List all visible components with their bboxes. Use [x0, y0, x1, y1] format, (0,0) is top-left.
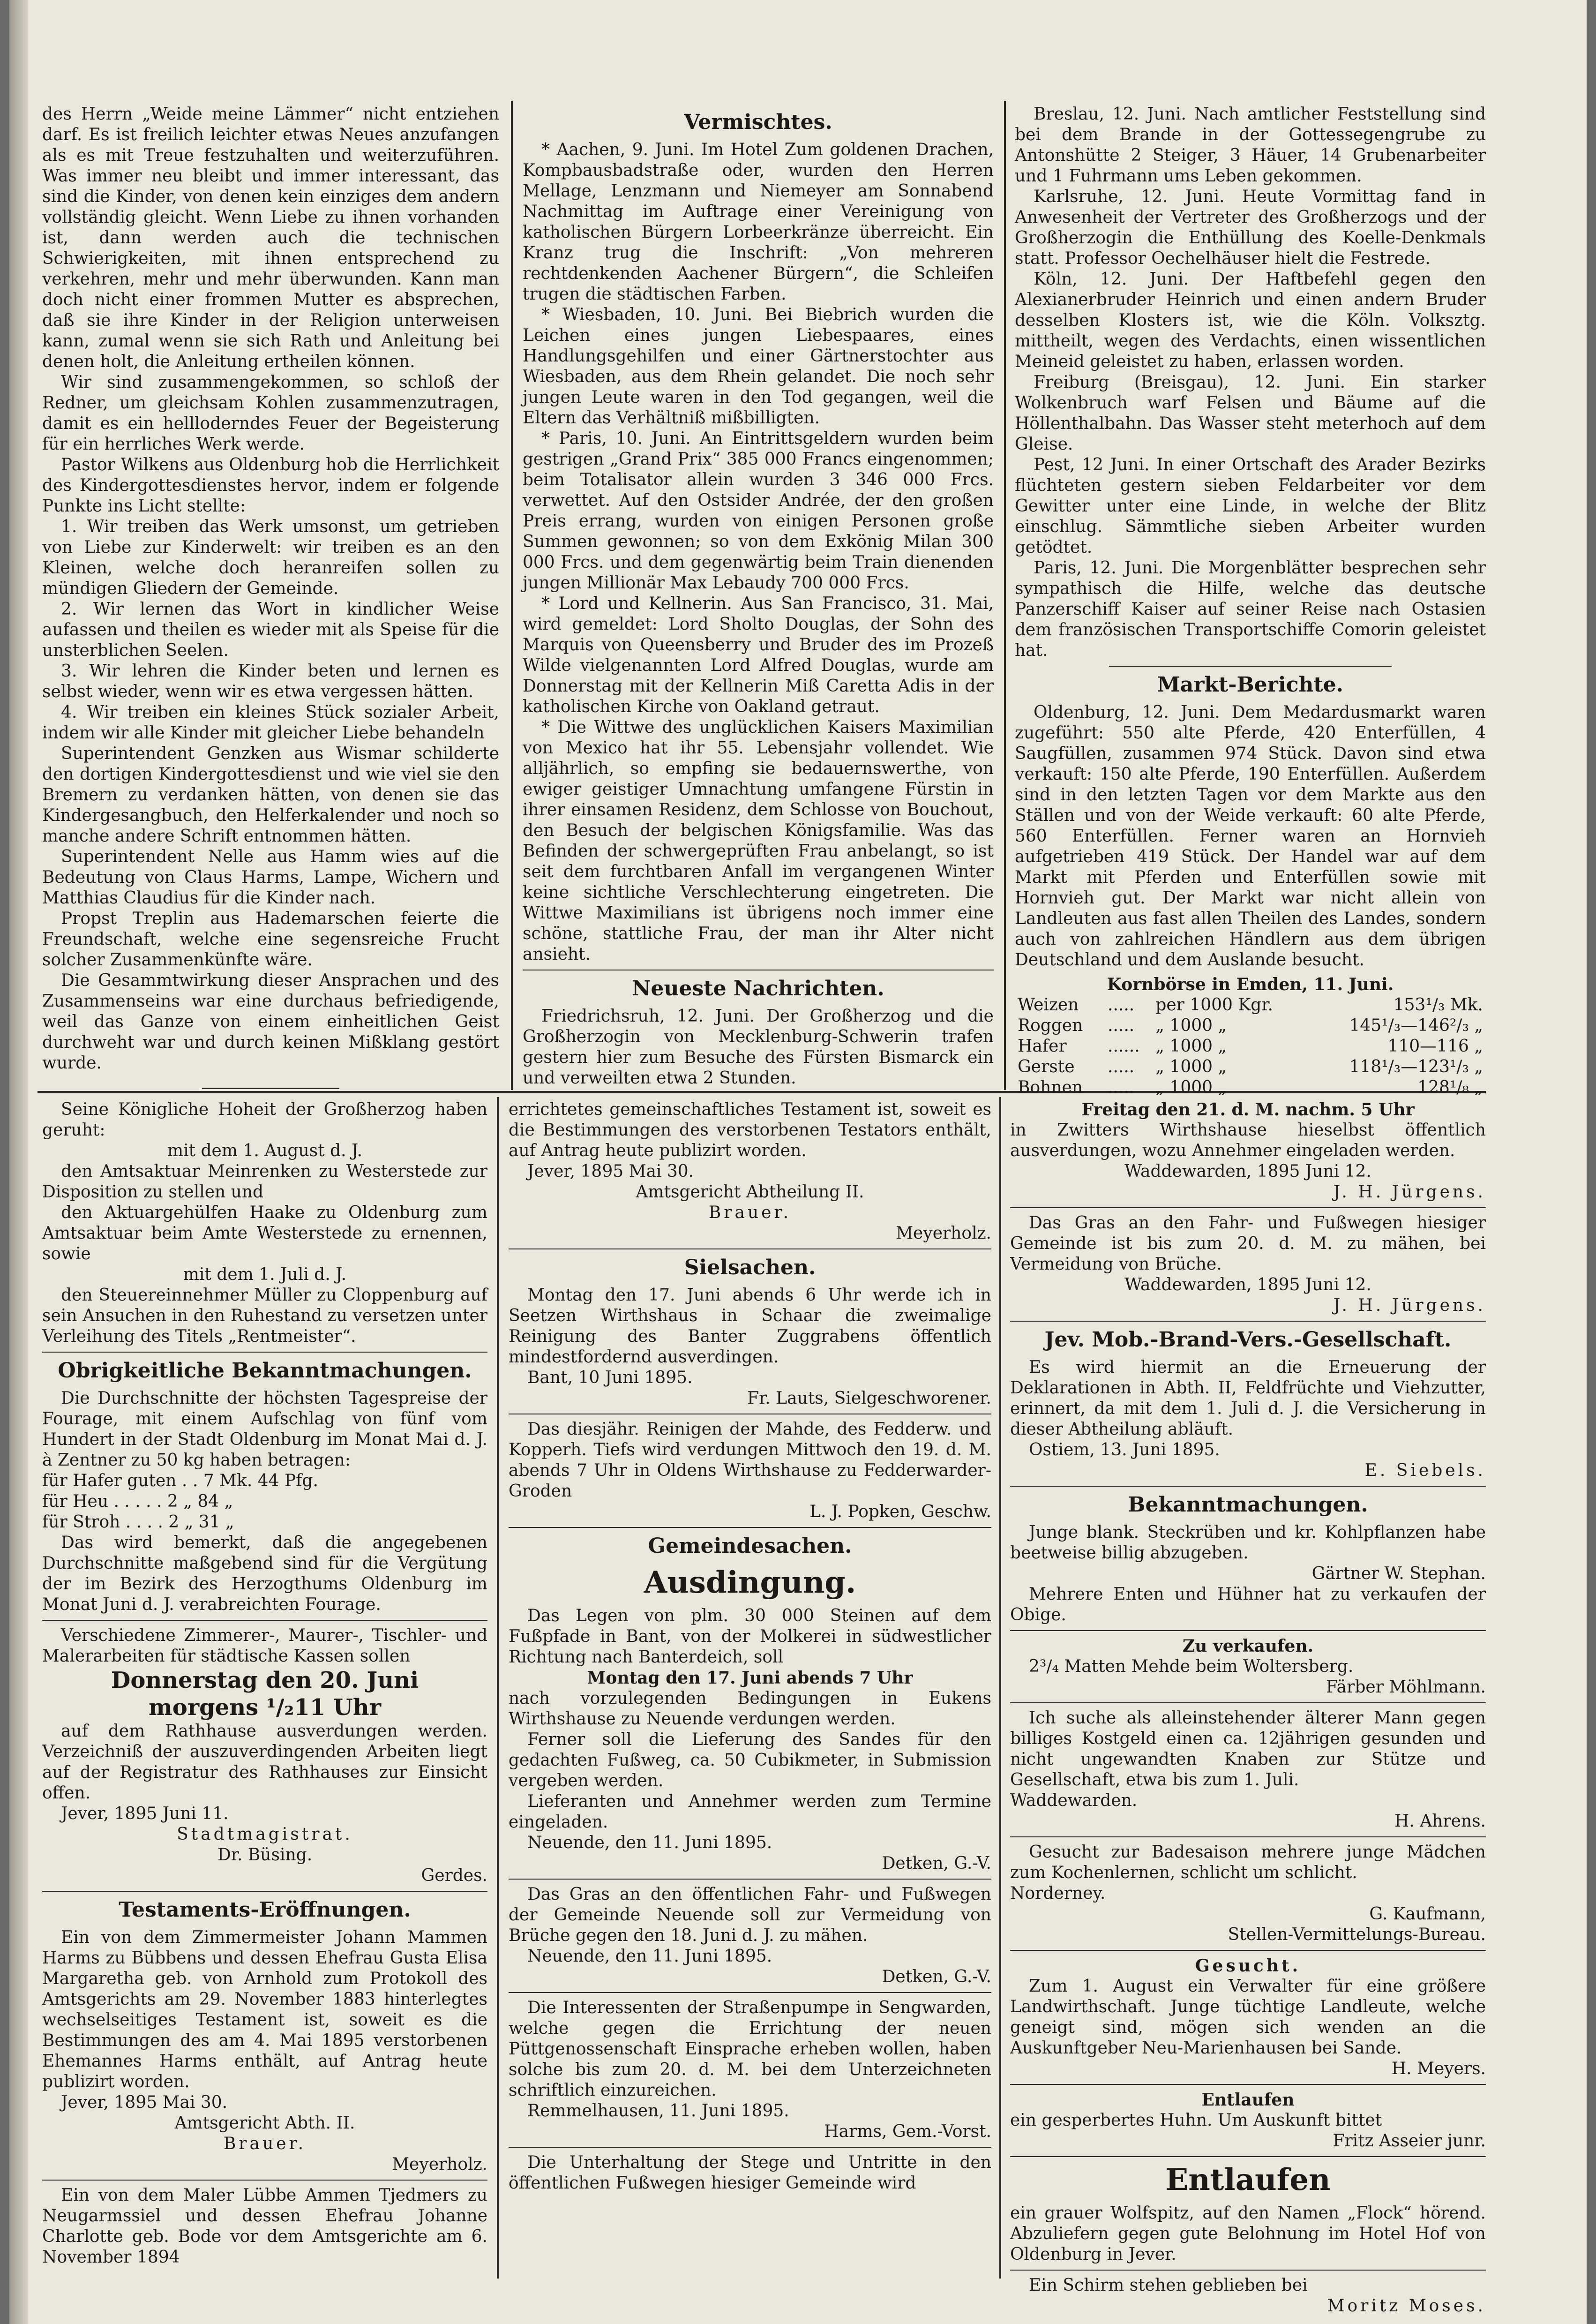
- section-heading: Bekanntmachungen.: [1128, 1493, 1368, 1517]
- divider: [42, 1891, 487, 1892]
- article-column-2: [523, 104, 994, 1088]
- price-line: für Hafer guten . . 7 Mk. 44 Pfg.: [42, 1471, 318, 1490]
- ausdingung-title: Ausdingung.: [644, 1565, 856, 1600]
- signature: Brauer.: [708, 1203, 792, 1222]
- grain-price-row: [1015, 995, 1486, 1015]
- notice-text: Ein von dem Zimmermeister Johann Mammen Harms zu Bübbens und dessen Ehefrau Gusta Elisa Margaretha geb. von Arnhold zum Protokoll des Amtsgerichts am 29. November 1883 hinterlegtes wechselseitiges Testament ist, soweit es die Bestimmungen des am 4. Mai 1895 verstorbenen Ehemannes Harms enthält, auf Antrag heute publizirt worden.: [42, 1928, 487, 2091]
- signature: Gärtner W. Stephan.: [1311, 1564, 1486, 1583]
- article-paragraph: Propst Treplin aus Hademarschen feierte die Freundschaft, welche eine segensreiche Frucht solcher Zusammenkünfte wäre.: [42, 909, 499, 970]
- grain-name-cell: Bohnen: [1018, 1078, 1083, 1097]
- divider: [1010, 1950, 1486, 1951]
- notice-text: Mehrere Enten und Hühner hat zu verkaufen der Obige.: [1010, 1585, 1486, 1625]
- grain-per-cell: per 1000 Kgr.: [1155, 995, 1274, 1015]
- divider: [509, 1527, 991, 1528]
- signature: Detken, G.-V.: [882, 1854, 991, 1873]
- signature: Stellen-Vermittelungs-Bureau.: [1228, 1925, 1486, 1944]
- grain-price-row: [1015, 1077, 1486, 1098]
- divider: [1010, 1486, 1486, 1487]
- notice-text: Es wird hiermit an die Erneuerung der Deklarationen in Abth. II, Feldfrüchte und Viehzutter, erinnert, da mit dem 1. Juli d. J. die Versicherung in dieser Abtheilung abläuft.: [1010, 1358, 1486, 1439]
- notice-text: Die Interessenten der Straßenpumpe in Sengwarden, welche gegen die Errichtung der neuen Püttgenossenschaft Einsprache erheben wollen, haben solche bis zum 20. d. M. bei dem Unterzeichneten schriftlich einzureichen.: [509, 1998, 991, 2100]
- notice-text: Lieferanten und Annehmer werden zum Termine eingeladen.: [509, 1792, 991, 1832]
- grain-per-cell: „ 1000 „: [1155, 1057, 1227, 1076]
- page-edge: [9, 0, 28, 2324]
- notice-text: in Zwitters Wirthshause hieselbst öffentlich ausverdungen, wozu Annehmer eingeladen werden.: [1010, 1121, 1486, 1160]
- list-item: 3. Wir lehren die Kinder beten und lernen es selbst wieder, wenn wir es etwa vergessen hätten.: [42, 662, 499, 701]
- time-heading: morgens ¹/₂11 Uhr: [149, 1694, 381, 1721]
- article-paragraph: Wir sind zusammengekommen, so schloß der Redner, um gleichsam Kohlen zusammenzutragen, damit es ein hellloderndes Feuer der Begeisterung für ein herrliches Werk werde.: [42, 373, 499, 454]
- divider: [42, 1352, 487, 1353]
- divider: [1010, 2270, 1486, 2271]
- section-heading: Testaments-Eröffnungen.: [119, 1898, 411, 1922]
- divider: [1010, 1207, 1486, 1208]
- signature: Färber Möhlmann.: [1326, 1677, 1486, 1697]
- divider: [1010, 1321, 1486, 1322]
- divider: [1010, 2156, 1486, 2157]
- divider: [1010, 1630, 1486, 1631]
- news-item: Köln, 12. Juni. Der Haftbefehl gegen den Alexianerbruder Heinrich und einen andern Bruder desselben Klosters ist, wie die Köln. Volksztg. mittheilt, wegen des Verdachts, einen wissentlichen Meineid geleistet zu haben, erlassen worden.: [1015, 270, 1486, 371]
- grain-name-cell: Roggen: [1018, 1016, 1083, 1035]
- divider: [509, 1879, 991, 1880]
- newspaper-page: [9, 0, 1587, 2324]
- grain-heading: Kornbörse in Emden, 11. Juni.: [1107, 975, 1394, 994]
- date-heading: Donnerstag den 20. Juni: [111, 1667, 419, 1693]
- signature: G. Kaufmann,: [1369, 1904, 1486, 1924]
- grain-name-cell: Weizen: [1018, 995, 1079, 1015]
- date-line: Neuende, den 11. Juni 1895.: [527, 1947, 772, 1966]
- signature: Meyerholz.: [896, 1224, 991, 1243]
- signature: Harms, Gem.-Vorst.: [824, 2122, 991, 2141]
- divider: [1010, 1702, 1486, 1703]
- divider: [1010, 2084, 1486, 2085]
- article-paragraph: Superintendent Nelle aus Hamm wies auf die Bedeutung von Claus Harms, Lampe, Wichern und Matthias Claudius für die Kinder nach.: [42, 847, 499, 908]
- date-line: Jever, 1895 Juni 11.: [61, 1804, 229, 1823]
- grain-per-cell: „ 1000 „: [1155, 1078, 1227, 1097]
- notice-text: Das Legen von plm. 30 000 Steinen auf dem Fußpfade in Bant, von der Molkerei in südwestlicher Richtung nach Banterdeich, soll: [509, 1606, 991, 1667]
- signature: Meyerholz.: [392, 2155, 487, 2174]
- notice-text: Ich suche als alleinstehender älterer Mann gegen billiges Kostgeld einen ca. 12jährigen gesunden und nicht ungewandten Knaben zur Stütze und Gesellschaft, etwa bis zum 1. Juli.: [1010, 1708, 1486, 1790]
- divider: [509, 2147, 991, 2148]
- notice-text: Verschiedene Zimmerer-, Maurer-, Tischler- und Malerarbeiten für städtische Kassen sollen: [42, 1626, 487, 1666]
- divider: [509, 1992, 991, 1993]
- notice-text: Das diesjähr. Reinigen der Mahde, des Fedderw. und Kopperh. Tiefs wird verdungen Mittwoch den 19. d. M. abends 7 Uhr in Oldens Wirthshause zu Fedderwarder-Groden: [509, 1420, 991, 1501]
- grain-price-row: [1015, 1057, 1486, 1077]
- signature: H. Meyers.: [1391, 2059, 1486, 2078]
- entlaufen-title: Entlaufen: [1165, 2162, 1331, 2197]
- section-heading: Gemeindesachen.: [648, 1534, 852, 1558]
- notice-text: Das Gras an den Fahr- und Fußwegen hiesiger Gemeinde ist bis zum 20. d. M. zu mähen, bei Vermeidung von Brüche.: [1010, 1213, 1486, 1274]
- news-item: * Aachen, 9. Juni. Im Hotel Zum goldenen Drachen, Kompbausbadstraße oder, wurden den Herren Mellage, Lenzmann und Niemeyer am Sonnabend Nachmittag im Auftrage einer Vereinigung von katholischen Bürgern Lorbeerkränze überreicht. Ein Kranz trug die Inschrift: „Von mehreren rechtdenkenden Aachener Bürgern“, die Schleifen trugen die städtischen Farben.: [523, 140, 994, 304]
- date-line: Jever, 1895 Mai 30.: [61, 2093, 228, 2112]
- date-heading: Montag den 17. Juni abends 7 Uhr: [587, 1668, 913, 1688]
- news-item: * Die Wittwe des unglücklichen Kaisers Maximilian von Mexico hat ihr 55. Lebensjahr vollendet. Wie alljährlich, so empfing sie bedauernswerthe, von ewiger geistiger Umnachtung umfangene Fürstin in ihrer einsamen Residenz, dem Schlosse von Bouchout, den Besuch der belgischen Königsfamilie. Was das Befinden der schwergeprüften Frau anbelangt, so ist seit dem furchtbaren Anfall im vergangenen Winter keine sichtliche Verschlechterung eingetreten. Die Wittwe Maximilians ist übrigens noch immer eine schöne, stattliche Frau, der man ihr Alter nicht ansieht.: [523, 718, 994, 964]
- notice-text: mit dem 1. August d. J.: [167, 1141, 363, 1160]
- grain-dots-cell: ......: [1108, 1037, 1140, 1056]
- date-line: Neuende, den 11. Juni 1895.: [527, 1833, 772, 1852]
- notices-column-2: [509, 1099, 991, 2276]
- section-heading: Obrigkeitliche Bekanntmachungen.: [58, 1359, 472, 1383]
- signature: Detken, G.-V.: [882, 1967, 991, 1986]
- date-line: Waddewarden, 1895 Juni 12.: [1124, 1162, 1371, 1181]
- news-item: * Paris, 10. Juni. An Eintrittsgeldern wurden beim gestrigen „Grand Prix“ 385 000 Francs eingenommen; beim Totalisator allein wurden 3 346 000 Frcs. verwettet. Auf den Ostsider Andrée, der den großen Preis errang, wurden von einigen Personen große Summen gewonnen; so von dem Exkönig Milan 300 000 Frcs. und dem gegenwärtig beim Train dienenden jungen Millionär Max Lebaudy 700 000 Frcs.: [523, 429, 994, 593]
- price-line: für Heu . . . . . 2 „ 84 „: [42, 1492, 233, 1511]
- grain-dots-cell: .....: [1108, 995, 1135, 1015]
- grain-per-cell: „ 1000 „: [1155, 1037, 1227, 1056]
- notice-text: Ein Schirm stehen geblieben bei: [1029, 2276, 1308, 2295]
- notice-text: ein grauer Wolfspitz, auf den Namen „Flock“ hörend. Abzuliefern gegen gute Belohnung im Hotel Hof von Oldenburg in Jever.: [1010, 2204, 1486, 2264]
- ad-heading: Entlaufen: [1201, 2090, 1295, 2110]
- divider: [1010, 1836, 1486, 1837]
- divider: [42, 1620, 487, 1621]
- section-heading: Jev. Mob.-Brand-Vers.-Gesellschaft.: [1044, 1328, 1452, 1352]
- grain-price-cell: 128¹/₈ „: [1417, 1078, 1483, 1097]
- signature: E. Siebels.: [1364, 1461, 1486, 1480]
- date-line: Remmelhausen, 11. Juni 1895.: [527, 2101, 789, 2121]
- grain-dots-cell: .....: [1108, 1057, 1135, 1076]
- column-rule: [497, 1097, 499, 2279]
- notice-text: mit dem 1. Juli d. J.: [183, 1265, 347, 1284]
- notice-text: Junge blank. Steckrüben und kr. Kohlpflanzen habe beetweise billig abzugeben.: [1010, 1523, 1486, 1563]
- notice-text: Das Gras an den öffentlichen Fahr- und Fußwegen der Gemeinde Neuende soll zur Vermeidung von Brüche gegen den 18. Juni d. J. zu mähen.: [509, 1885, 991, 1945]
- notice-text: Ferner soll die Lieferung des Sandes für den gedachten Fußweg, ca. 50 Cubikmeter, in Submission vergeben werden.: [509, 1730, 991, 1790]
- news-item: Pest, 12 Juni. In einer Ortschaft des Arader Bezirks flüchteten gestern sieben Feldarbeiter vor dem Gewitter unter eine Linde, in welche der Blitz einschlug. Sämmtliche sieben Arbeiter wurden getödtet.: [1015, 455, 1486, 557]
- notice-text: Ein von dem Maler Lübbe Ammen Tjedmers zu Neugarmssiel und dessen Ehefrau Johanne Charlotte geb. Bode vor dem Amtsgerichte am 6. November 1894: [42, 2186, 487, 2267]
- notice-text: 2³/₄ Matten Mehde beim Woltersberg.: [1029, 1657, 1354, 1676]
- signature: Amtsgericht Abth. II.: [174, 2113, 355, 2133]
- signature: Brauer.: [223, 2134, 307, 2153]
- list-item: 2. Wir lernen das Wort in kindlicher Weise aufassen und theilen es wieder mit als Speise für die unsterblichen Seelen.: [42, 600, 499, 660]
- notices-column-3: [1010, 1099, 1486, 2316]
- column-rule: [1004, 101, 1006, 1090]
- place-line: Waddewarden.: [1010, 1791, 1138, 1810]
- signature: Fritz Asseier junr.: [1333, 2131, 1486, 2151]
- article-column-3: [1015, 104, 1486, 1097]
- ad-heading: Zu verkaufen.: [1182, 1636, 1314, 1656]
- date-line: Waddewarden, 1895 Juni 12.: [1124, 1275, 1371, 1294]
- divider: [42, 2180, 487, 2181]
- notice-text: Das wird bemerkt, daß die angegebenen Durchschnitte maßgebend sind für die Vergütung der im Bezirk des Herzogthums Oldenburg im Monat Juni d. J. verabreichten Fourage.: [42, 1533, 487, 1614]
- signature: J. H. Jürgens.: [1333, 1296, 1486, 1315]
- signature: Gerdes.: [421, 1866, 487, 1885]
- section-heading: Markt-Berichte.: [1157, 673, 1343, 697]
- column-rule: [511, 101, 513, 1090]
- article-paragraph: des Herrn „Weide meine Lämmer“ nicht entziehen darf. Es ist freilich leichter etwas Neues anzufangen als es mit Treue festzuhalten und weiterzuführen. Was immer neu bleibt und immer interessant, das sind die Kinder, von denen kein einziges dem andern vollständig gleicht. Wenn Liebe zu ihnen vorhanden ist, dann werden auch die technischen Schwierigkeiten, mit ihnen entsprechend zu verkehren, mehr und mehr überwunden. Kann man doch nicht einer frommen Mutter es absprechen, daß sie ihre Kinder in der Religion unterweisen kann, zumal wenn sie sich Rath und Anleitung bei denen holt, die Anleitung ertheilen können.: [42, 105, 499, 371]
- signature: L. J. Popken, Geschw.: [809, 1502, 991, 1521]
- news-item: * Lord und Kellnerin. Aus San Francisco, 31. Mai, wird gemeldet: Lord Sholto Douglas, der Sohn des Marquis von Queensberry und Bruder des im Prozeß Wilde vielgenannten Lord Alfred Douglas, wurde am Donnerstag mit der Kellnerin Miß Caretta Adis in der katholischen Kirche von Oakland getraut.: [523, 594, 994, 716]
- date-line: Ostiem, 13. Juni 1895.: [1029, 1440, 1220, 1459]
- article-paragraph: Superintendent Genzken aus Wismar schilderte den dortigen Kindergottesdienst und wie viel sie den Bremern zu verdanken hätten, von denen sie das Kindergesangbuch, den Helferkalender und noch so manche andere Schrift entnommen hätten.: [42, 744, 499, 846]
- notice-text: Gesucht zur Badesaison mehrere junge Mädchen zum Kochenlernen, schlicht um schlicht.: [1010, 1843, 1486, 1882]
- signature: Stadtmagistrat.: [177, 1825, 353, 1844]
- notice-text: Die Unterhaltung der Stege und Untritte in den öffentlichen Fußwegen hiesiger Gemeinde wird: [509, 2153, 991, 2193]
- notice-text: den Aktuargehülfen Haake zu Oldenburg zum Amtsaktuar beim Amte Westerstede zu ernennen, sowie: [42, 1203, 487, 1264]
- notice-text: Seine Königliche Hoheit der Großherzog haben geruht:: [42, 1100, 487, 1140]
- grain-name-cell: Hafer: [1018, 1037, 1067, 1056]
- notice-text: ein gesperbertes Huhn. Um Auskunft bittet: [1010, 2111, 1382, 2130]
- article-paragraph: Pastor Wilkens aus Oldenburg hob die Herrlichkeit des Kindergottesdienstes hervor, indem er folgende Punkte ins Licht stellte:: [42, 455, 499, 516]
- news-item: Friedrichsruh, 12. Juni. Der Großherzog und die Großherzogin von Mecklenburg-Schwerin trafen gestern hier zum Besuche des Fürsten Bismarck ein und verweilten etwa 2 Stunden.: [523, 1007, 994, 1088]
- list-item: 1. Wir treiben das Werk umsonst, um getrieben von Liebe zur Kinderwelt: wir treiben es an den Kleinen, welche doch heranreifen sollen zu mündigen Gliedern der Gemeinde.: [42, 517, 499, 598]
- list-item: 4. Wir treiben ein kleines Stück sozialer Arbeit, indem wir alle Kinder mit gleicher Liebe behandeln: [42, 703, 499, 743]
- end-rule: [202, 1088, 339, 1089]
- signature: J. H. Jürgens.: [1333, 1182, 1486, 1202]
- column-rule: [999, 1097, 1001, 2279]
- ad-heading: Gesucht.: [1195, 1956, 1301, 1976]
- grain-dots-cell: .....: [1108, 1078, 1135, 1097]
- news-item: Karlsruhe, 12. Juni. Heute Vormittag fand in Anwesenheit der Vertreter des Großherzogs und der Großherzogin die Enthüllung des Koelle-Denkmals statt. Professor Oechelhäuser hielt die Festrede.: [1015, 187, 1486, 268]
- article-column-1: [42, 104, 499, 1084]
- news-item: Freiburg (Breisgau), 12. Juni. Ein starker Wolkenbruch warf Felsen und Bäume auf die Höllenthalbahn. Das Wasser steht meterhoch auf dem Gleise.: [1015, 373, 1486, 454]
- divider: [1109, 666, 1392, 667]
- news-item: Breslau, 12. Juni. Nach amtlicher Feststellung sind bei dem Brande in der Gottessegengrube zu Antonshütte 2 Steiger, 3 Häuer, 14 Grubenarbeiter und 1 Fuhrmann ums Leben gekommen.: [1015, 105, 1486, 186]
- date-line: Bant, 10 Juni 1895.: [527, 1368, 693, 1387]
- grain-price-cell: 118¹/₃—123¹/₃ „: [1349, 1057, 1483, 1076]
- market-report: Oldenburg, 12. Juni. Dem Medardusmarkt waren zugeführt: 550 alte Pferde, 420 Enterfüllen, 4 Saugfüllen, zusammen 974 Stück. Davon sind etwa verkauft: 150 alte Pferde, 190 Enterfüllen. Außerdem sind in den letzten Tagen vor dem Markte aus den Ställen und von der Weide verkauft: 60 alte Pferde, 560 Enterfüllen. Ferner waren an Hornvieh aufgetrieben 419 Stück. Der Handel war auf dem Markt mit Pferden und Enterfüllen sowie mit Hornvieh gut. Der Markt war nicht allein von Landleuten aus fast allen Theilen des Landes, sondern auch von zahlreichen Händlern aus dem übrigen Deutschland und dem Auslande besucht.: [1015, 703, 1486, 970]
- news-item: Paris, 12. Juni. Die Morgenblätter besprechen sehr sympathisch die Hilfe, welche das deutsche Panzerschiff Kaiser auf seiner Reise nach Ostasien dem französischen Transportschiffe Comorin geleistet hat.: [1015, 558, 1486, 660]
- grain-price-cell: 145¹/₃—146²/₃ „: [1349, 1016, 1483, 1035]
- section-heading: Neueste Nachrichten.: [632, 977, 884, 1000]
- grain-name-cell: Gerste: [1018, 1057, 1075, 1076]
- divider: [509, 1248, 991, 1249]
- grain-per-cell: „ 1000 „: [1155, 1016, 1227, 1035]
- grain-price-cell: 110—116 „: [1387, 1037, 1483, 1056]
- notice-text: errichtetes gemeinschaftliches Testament ist, soweit es die Bestimmungen des verstorbenen Testators enthält, auf Antrag heute publizirt worden.: [509, 1100, 991, 1160]
- notices-column-1: [42, 1099, 487, 2276]
- section-heading: Sielsachen.: [684, 1256, 816, 1279]
- notice-text: nach vorzulegenden Bedingungen in Eukens Wirthshause zu Neuende verdungen werden.: [509, 1689, 991, 1729]
- grain-price-row: [1015, 1036, 1486, 1057]
- signature: Moritz Moses.: [1327, 2296, 1486, 2316]
- notice-text: Montag den 17. Juni abends 6 Uhr werde ich in Seetzen Wirthshaus in Schaar die zweimalige Reinigung des Banter Zuggrabens öffentlich mindestfordernd ausverdingen.: [509, 1286, 991, 1367]
- notice-text: Zum 1. August ein Verwalter für eine größere Landwirthschaft. Junge tüchtige Landleute, welche geneigt sind, mögen sich wenden an die Auskunftgeber Neu-Marienhausen bei Sande.: [1010, 1977, 1486, 2058]
- news-item: * Wiesbaden, 10. Juni. Bei Biebrich wurden die Leichen eines jungen Liebespaares, eines Handlungsgehilfen und einer Gärtnerstochter aus Wiesbaden, aus dem Rhein gelandet. Die noch sehr jungen Leute waren in den Tod gegangen, weil die Eltern das Verhältniß mißbilligten.: [523, 305, 994, 428]
- grain-dots-cell: .....: [1108, 1016, 1135, 1035]
- date-line: Jever, 1895 Mai 30.: [527, 1162, 694, 1181]
- signature: Amtsgericht Abtheilung II.: [636, 1182, 864, 1202]
- grain-price-row: [1015, 1015, 1486, 1036]
- notice-text: auf dem Rathhause ausverdungen werden. Verzeichniß der auszuverdingenden Arbeiten liegt auf der Registratur des Rathhauses zur Einsicht offen.: [42, 1722, 487, 1803]
- article-paragraph: Die Gesammtwirkung dieser Ansprachen und des Zusammenseins war eine durchaus befriedigende, weil das Ganze von einem einheitlichen Geist durchweht war und durch keinen Mißklang gestört wurde.: [42, 971, 499, 1073]
- grain-price-cell: 153¹/₃ Mk.: [1393, 995, 1483, 1015]
- signature: Fr. Lauts, Sielgeschworener.: [747, 1389, 991, 1408]
- price-line: für Stroh . . . . 2 „ 31 „: [42, 1512, 234, 1532]
- date-heading: Freitag den 21. d. M. nachm. 5 Uhr: [1081, 1100, 1415, 1120]
- notice-text: den Steuereinnehmer Müller zu Cloppenburg auf sein Ansuchen in den Ruhestand zu versetzen unter Verleihung des Titels „Rentmeister“.: [42, 1286, 487, 1346]
- section-heading: Vermischtes.: [684, 110, 832, 134]
- notice-text: Die Durchschnitte der höchsten Tagespreise der Fourage, mit einem Aufschlag von fünf vom Hundert in der Stadt Oldenburg im Monat Mai d. J. à Zentner zu 50 kg haben betragen:: [42, 1389, 487, 1470]
- grain-price-table: [1015, 995, 1486, 1098]
- place-line: Norderney.: [1010, 1884, 1106, 1903]
- notice-text: den Amtsaktuar Meinrenken zu Westerstede zur Disposition zu stellen und: [42, 1162, 487, 1202]
- signature: Dr. Büsing.: [217, 1845, 313, 1865]
- signature: H. Ahrens.: [1394, 1812, 1486, 1831]
